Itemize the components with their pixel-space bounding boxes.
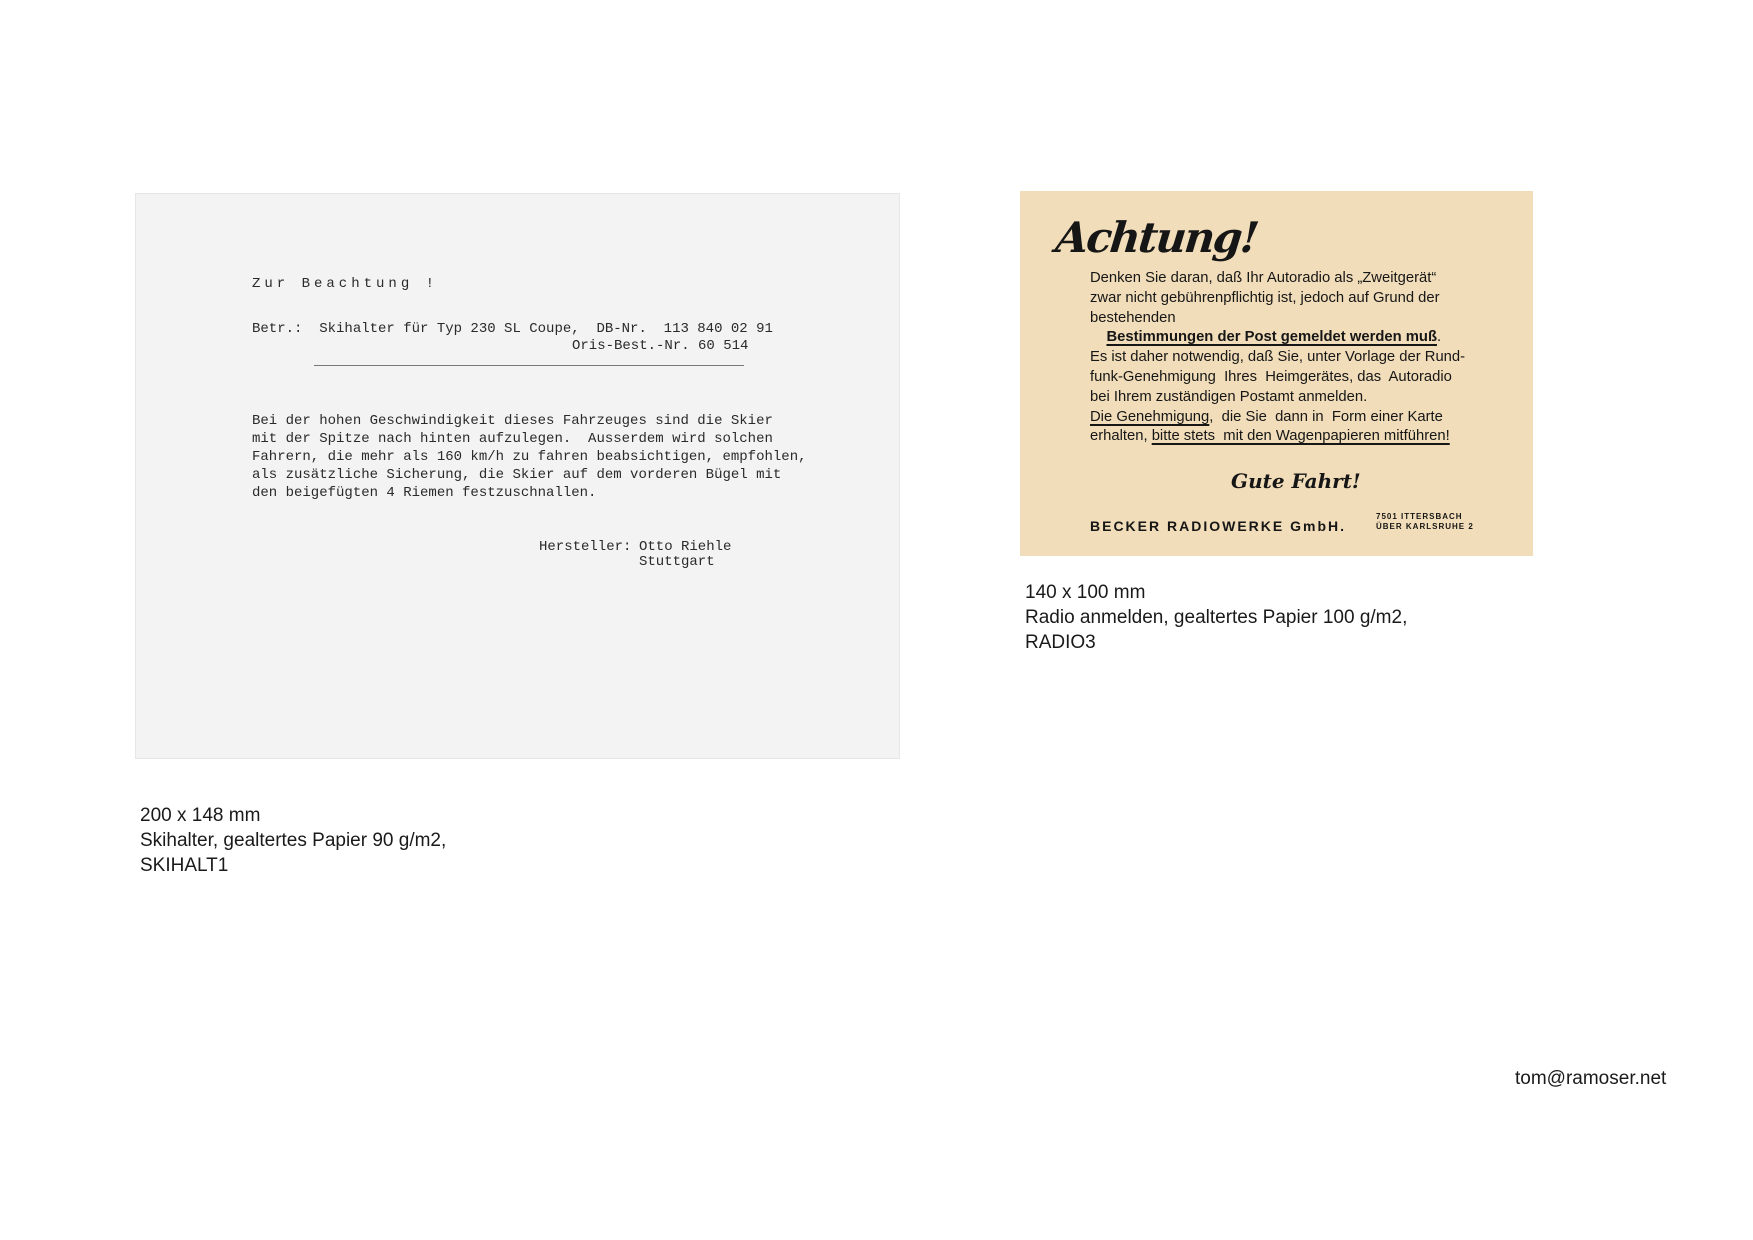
radio-body-text xyxy=(1090,269,1465,447)
ski-maker-name: Otto Riehle xyxy=(639,539,732,555)
radio-line: bestehenden xyxy=(1090,309,1176,326)
radio-address-line: 7501 ITTERSBACH xyxy=(1376,512,1463,521)
radio-greeting: Gute Fahrt! xyxy=(1231,469,1361,493)
radio-line: Es ist daher notwendig, daß Sie, unter Vorlage der Rund- xyxy=(1090,349,1466,366)
radio-line: funk-Genehmigung Ihres Heimgerätes, das Autoradio xyxy=(1090,368,1452,385)
radio-line: Denken Sie daran, daß Ihr Autoradio als „Zweitgerät“ xyxy=(1090,270,1437,286)
radio-underlined-text: bitte stets mit den Wagenpapieren mitführen! xyxy=(1151,428,1450,445)
ski-caption-size: 200 x 148 mm xyxy=(140,805,261,826)
radio-caption-size: 140 x 100 mm xyxy=(1025,582,1146,603)
ski-heading: Zur Beachtung ! xyxy=(252,276,439,292)
radio-line: , die Sie dann in Form einer Karte xyxy=(1209,408,1443,425)
radio-caption-description: Radio anmelden, gealtertes Papier 100 g/m2, xyxy=(1025,607,1408,628)
contact-email: tom@ramoser.net xyxy=(1515,1068,1667,1089)
ski-caption-code: SKIHALT1 xyxy=(140,855,229,876)
radio-line: zwar nicht gebührenpflichtig ist, jedoch auf Grund der xyxy=(1090,289,1440,306)
radio-underlined-text: Die Genehmigung xyxy=(1090,408,1210,425)
radio-line: erhalten, xyxy=(1090,428,1152,445)
ski-caption xyxy=(140,803,446,878)
ski-maker-city: Stuttgart xyxy=(639,554,715,570)
radio-caption-code: RADIO3 xyxy=(1025,632,1096,653)
radio-address-line: ÜBER KARLSRUHE 2 xyxy=(1376,522,1474,531)
ski-holder-label-card xyxy=(135,193,900,759)
radio-title: Achtung! xyxy=(1053,213,1260,262)
ski-body-text: Bei der hohen Geschwindigkeit dieses Fahrzeuges sind die Skier mit der Spitze nach hinten aufzulegen. Ausserdem wird solchen Fahrern, die mehr als 160 km/h zu fahren beabsichtigen, empfohlen, als zusätzliche Sicherung, die Skier auf dem vorderen Bügel mit den beigefügten 4 Riemen festzuschnallen. xyxy=(252,413,807,501)
radio-company: BECKER RADIOWERKE GmbH. xyxy=(1090,518,1347,534)
ski-order-number: Oris-Best.-Nr. 60 514 xyxy=(572,338,749,354)
ski-subject-line: Betr.: Skihalter für Typ 230 SL Coupe, DB-Nr. 113 840 02 91 xyxy=(252,321,773,337)
ski-maker-label: Hersteller: xyxy=(539,539,632,555)
radio-emphasis-line: Bestimmungen der Post gemeldet werden muß xyxy=(1106,329,1437,346)
radio-caption xyxy=(1025,580,1407,655)
ski-caption-description: Skihalter, gealtertes Papier 90 g/m2, xyxy=(140,830,447,851)
radio-line: bei Ihrem zuständigen Postamt anmelden. xyxy=(1090,388,1368,405)
radio-notice-card xyxy=(1020,191,1533,556)
radio-line-end: . xyxy=(1436,329,1442,346)
ski-divider xyxy=(314,365,744,366)
